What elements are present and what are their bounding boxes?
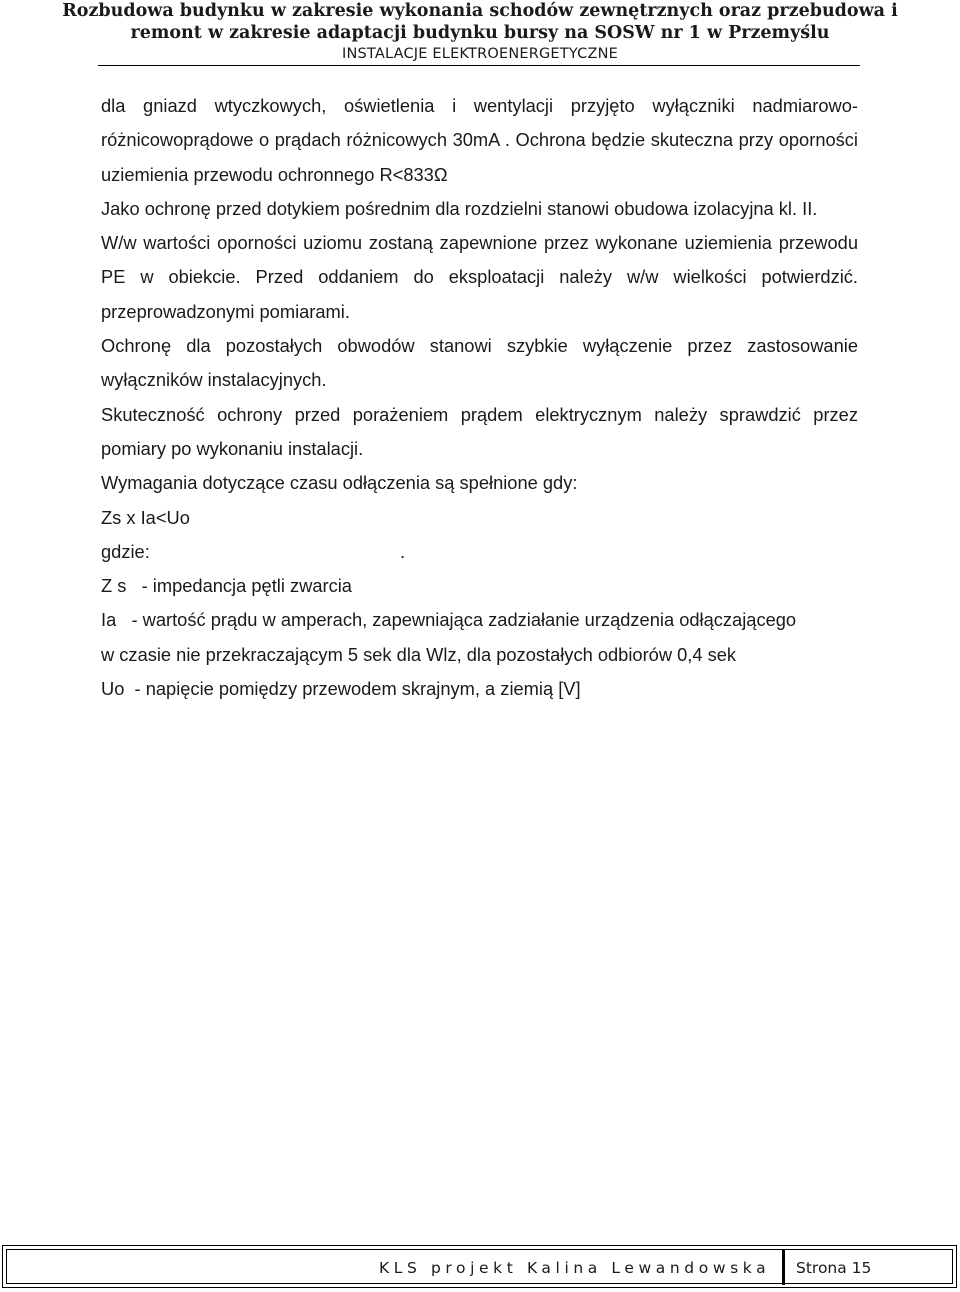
definition-uo: Uo - napięcie pomiędzy przewodem skrajnym, a ziemią [V] <box>101 678 581 700</box>
paragraph-rcd-protection: dla gniazd wtyczkowych, oświetlenia i wentylacji przyjęto wyłączniki nadmiarowo-różnicowoprądowe o prądach różnicowych 30mA . Ochrona będzie skuteczna przy oporności uziemienia przewodu ochronnego R<833Ω <box>101 95 858 185</box>
footer-company-name: KLS projekt Kalina Lewandowska <box>379 1259 771 1277</box>
document-title-line-1: Rozbudowa budynku w zakresie wykonania schodów zewnętrznych oraz przebudowa i <box>62 1 898 21</box>
page-footer <box>2 1245 957 1288</box>
page-number: Strona 15 <box>796 1259 872 1277</box>
where-dot: . <box>400 540 406 562</box>
paragraph-indirect-contact: Jako ochronę przed dotykiem pośrednim dla rozdzielni stanowi obudowa izolacyjna kl. II. <box>101 197 818 219</box>
paragraph-earthing-resistance: W/w wartości oporności uziomu zostaną zapewnione przez wykonane uziemienia przewodu PE w obiekcie. Przed oddaniem do eksploatacji należy w/w wielkości potwierdzić. przeprowadzonymi pomiarami. <box>101 232 858 322</box>
paragraph-disconnection-requirements: Wymagania dotyczące czasu odłączenia są spełnione gdy: <box>101 472 578 494</box>
where-line <box>101 535 858 569</box>
definition-zs: Z s - impedancja pętli zwarcia <box>101 575 352 597</box>
page-header <box>0 0 960 64</box>
header-divider <box>98 65 860 66</box>
footer-frame <box>6 1249 953 1284</box>
footer-divider <box>782 1250 785 1285</box>
definition-ia-line-2: w czasie nie przekraczającym 5 sek dla Wlz, dla pozostałych odbiorów 0,4 sek <box>101 643 737 665</box>
document-body <box>101 89 858 706</box>
formula: Zs x Ia<Uo <box>101 506 190 528</box>
document-title-line-2: remont w zakresie adaptacji budynku bursy na SOSW nr 1 w Przemyślu <box>130 23 830 43</box>
paragraph-protection-check: Skuteczność ochrony przed porażeniem prądem elektrycznym należy sprawdzić przez pomiary po wykonaniu instalacji. <box>101 403 858 459</box>
paragraph-other-circuits: Ochronę dla pozostałych obwodów stanowi szybkie wyłączenie przez zastosowanie wyłączników instalacyjnych. <box>101 335 858 391</box>
definition-ia-line-1: Ia - wartość prądu w amperach, zapewniająca zadziałanie urządzenia odłączającego <box>101 609 797 631</box>
where-label: gdzie: <box>101 540 150 562</box>
document-section-subtitle: INSTALACJE ELEKTROENERGETYCZNE <box>342 46 618 62</box>
